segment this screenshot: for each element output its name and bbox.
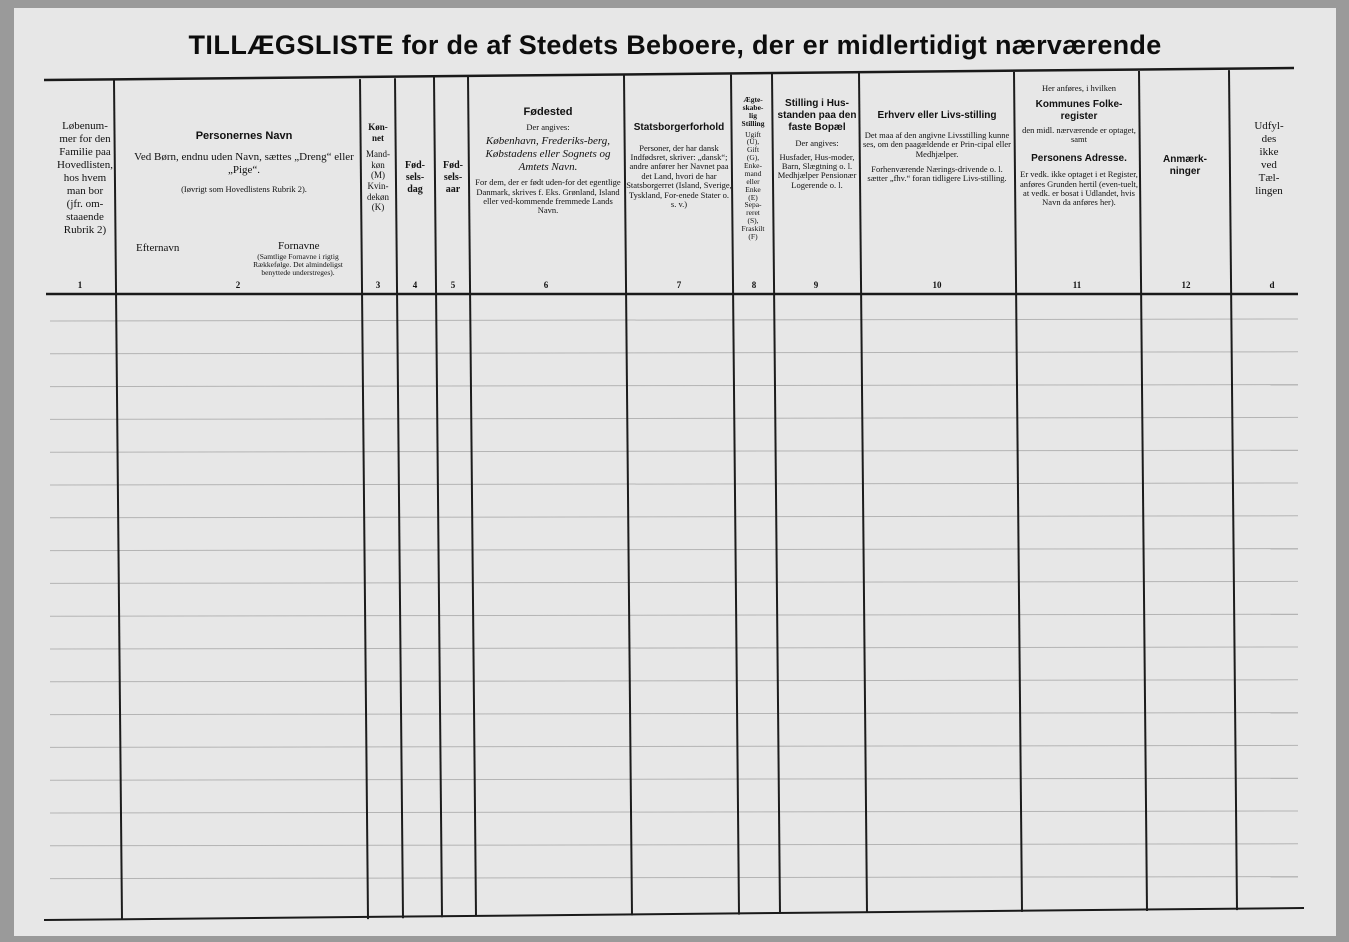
col2-note: Ved Børn, endnu uden Navn, sættes „Dreng“ eller „Pige“.	[134, 150, 354, 176]
col-number: 6	[543, 280, 549, 290]
col6-body: København, Frederiks-berg, Købstadens eller Sognets og Amtets Navn.	[485, 135, 611, 174]
row-line	[50, 680, 1298, 682]
col2-sub-right: Fornavne	[278, 240, 320, 252]
col10-extra: Forhenværende Nærings-drivende o. l. sætter „fhv.“ foran tidligere Livs-stilling.	[867, 164, 1007, 184]
col8-line: (E)	[748, 192, 758, 202]
col4-header	[398, 160, 432, 195]
col8-line: Enke	[745, 184, 761, 194]
row-line	[50, 483, 1298, 485]
col3-header	[362, 122, 394, 213]
col5-line: sels-	[443, 171, 463, 183]
row-line	[50, 844, 1298, 846]
col5-header	[436, 160, 470, 195]
col2-ref: (Iøvrigt som Hovedlistens Rubrik 2).	[181, 183, 307, 194]
title-rest: for de af Stedets Beboere, der er midlertidigt nærværende	[401, 30, 1162, 60]
row-line	[50, 614, 1298, 616]
col3-line: Kvin-	[367, 181, 389, 192]
col1-line: (jfr. om-	[66, 197, 104, 210]
col-number: 7	[676, 280, 682, 290]
col8-line: eller	[746, 176, 760, 186]
row-line	[50, 877, 1298, 879]
form-sheet	[14, 8, 1336, 936]
title-lead: TILLÆGSLISTE	[188, 30, 394, 60]
col9-header	[776, 98, 858, 190]
cold-line: Udfyl-	[1254, 120, 1284, 132]
col-number: 2	[235, 280, 241, 290]
col3-line: net	[372, 132, 384, 143]
col8-line: (G),	[746, 153, 760, 163]
col6-intro: Der angives:	[526, 121, 570, 132]
row-line	[50, 549, 1298, 551]
row-line	[50, 713, 1298, 715]
col4-line: Fød-	[405, 160, 425, 171]
col-number: 10	[932, 280, 942, 290]
col-number: 12	[1181, 280, 1191, 290]
col2-heading: Personernes Navn	[195, 130, 293, 142]
cold-line: ved	[1261, 158, 1277, 171]
col12-header: Anmærk-ninger	[1163, 154, 1207, 177]
col7-body: Personer, der har dansk Indfødsret, skriver: „dansk“; andre anfører her Navnet paa det Land, hvori de har Statsborgerret (Island, Sverige, Tyskland, For-enede Stater o. s. v.)	[626, 142, 732, 209]
row-line	[50, 516, 1298, 518]
col1-line: Hovedlisten,	[57, 158, 113, 171]
cold-line: lingen	[1255, 184, 1283, 197]
row-line	[50, 581, 1298, 583]
row-line	[50, 385, 1298, 387]
row-line	[50, 778, 1298, 780]
col8-line: Gift	[746, 145, 760, 155]
col-number: 3	[375, 280, 381, 290]
row-line	[50, 352, 1298, 354]
col1-line: Familie paa	[59, 145, 111, 158]
col1-line: staaende	[66, 210, 104, 223]
col7-header	[626, 122, 732, 209]
column-divider	[434, 77, 442, 917]
row-line	[50, 417, 1298, 419]
col8-line: Enke-	[744, 161, 762, 170]
col4-line: sels-	[405, 171, 425, 183]
col8-line: skabe-	[742, 102, 764, 112]
row-line	[50, 450, 1298, 452]
col-number: d	[1269, 280, 1275, 290]
col-number: 11	[1072, 280, 1082, 290]
col8-line: mand	[744, 168, 762, 178]
col-number: 9	[813, 280, 819, 290]
col4-line: dag	[407, 183, 423, 195]
col11-heading2: Personens Adresse.	[1031, 152, 1127, 164]
col6-heading: Fødested	[523, 106, 573, 118]
col9-heading: Stilling i Hus-standen paa den faste Bopæl	[777, 98, 857, 133]
col3-line: (K)	[371, 202, 385, 213]
col-number: 4	[412, 280, 418, 290]
cold-line: des	[1261, 132, 1277, 145]
col8-line: (S),	[747, 216, 759, 226]
col8-line: reret	[746, 208, 760, 218]
col8-line: (F)	[748, 231, 758, 241]
col2-header	[126, 130, 362, 194]
col1-line: man bor	[66, 184, 104, 197]
col11-body: den midl. nærværende er optaget, samt	[1022, 124, 1136, 145]
column-divider	[395, 78, 403, 918]
col-number: 8	[751, 280, 757, 290]
row-line	[50, 745, 1298, 747]
col8-line: lig	[749, 110, 757, 120]
col10-heading: Erhverv eller Livs-stilling	[877, 110, 997, 121]
col6-extra: For dem, der er født uden-for det egentlige Danmark, skrives f. Eks. Grønland, Island eller ved-kommende fremmede Lands Navn.	[475, 177, 621, 216]
cold-line: Tæl-	[1258, 171, 1280, 184]
col2-sub-right-note: (Samtlige Fornavne i rigtig Rækkefølge. Det almindeligst benyttede understreges).	[253, 252, 343, 277]
cold-header	[1234, 120, 1304, 198]
col3-line: køn	[371, 159, 385, 170]
col7-heading: Statsborgerforhold	[633, 122, 725, 133]
col1-line: Løbenum-	[62, 120, 108, 132]
col11-extra: Er vedk. ikke optaget i et Register, anføres Grunden hertil (even-tuelt, at vedk. er bosat i Udlandet, hvis Navn da anføres her).	[1019, 169, 1138, 208]
col9-body: Husfader, Hus-moder, Barn, Slægtning o. l. Medhjælper Pensionær Logerende o. l.	[777, 151, 857, 190]
col11-header	[1018, 84, 1140, 208]
col8-header	[735, 96, 771, 241]
cold-line: ikke	[1259, 145, 1279, 158]
col8-line: Stilling	[741, 118, 765, 128]
col11-intro: Her anføres, i hvilken	[1041, 83, 1117, 93]
col1-header	[50, 120, 120, 237]
col10-header	[862, 108, 1012, 184]
col3-line: dekøn	[367, 191, 389, 202]
col8-line: (U),	[746, 137, 760, 147]
col8-line: Ugift	[745, 129, 761, 139]
col11-heading: Kommunes Folke-register	[1035, 99, 1123, 123]
col-number: 5	[450, 280, 456, 290]
col5-line: aar	[445, 183, 461, 195]
col6-header	[474, 106, 622, 216]
col10-body: Det maa af den angivne Livsstilling kunne ses, om den paagældende er Prin-cipal eller Medhjælper.	[863, 130, 1011, 159]
column-divider	[1139, 71, 1147, 911]
col1-line: Rubrik 2)	[63, 223, 107, 236]
col1-line: mer for den	[59, 132, 111, 145]
col1-line: hos hvem	[63, 171, 107, 184]
col8-line: Fraskilt	[741, 224, 765, 233]
column-divider	[772, 74, 780, 914]
column-divider	[859, 73, 867, 913]
col-number: 1	[77, 280, 83, 290]
col3-line: Køn-	[368, 122, 388, 132]
row-line	[50, 319, 1298, 321]
col8-line: Sepa-	[744, 200, 762, 210]
col8-line: Ægte-	[743, 95, 763, 104]
col9-intro: Der angives:	[795, 138, 839, 149]
col2-sub-left: Efternavn	[136, 242, 180, 254]
col5-line: Fød-	[443, 160, 463, 171]
row-line	[50, 647, 1298, 649]
col3-line: (M)	[371, 170, 385, 181]
row-line	[50, 811, 1298, 813]
col3-line: Mand-	[366, 149, 390, 160]
